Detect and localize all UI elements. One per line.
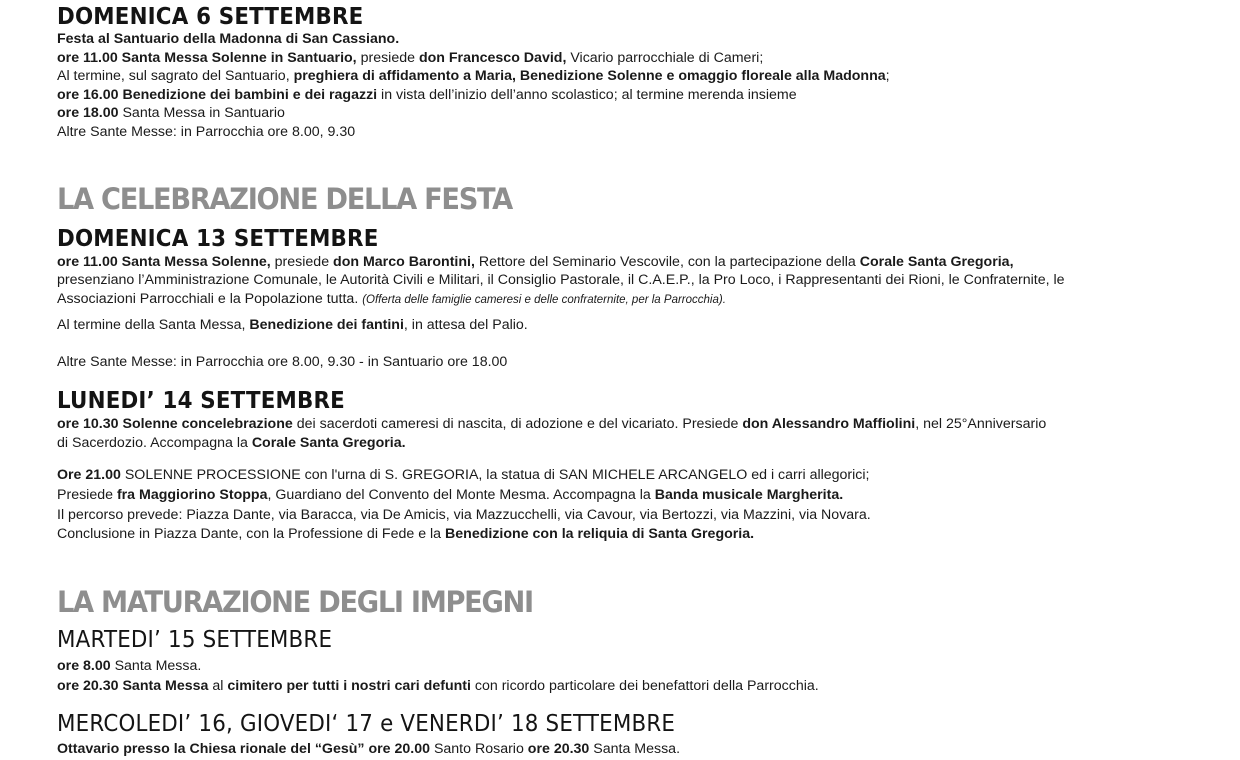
text-segment: , in attesa del Palio. bbox=[403, 317, 528, 333]
bold-text: Ottavario presso la Chiesa rionale del “Gesù” bbox=[57, 741, 365, 757]
text-segment: ; bbox=[885, 68, 890, 84]
section-heading bbox=[57, 183, 512, 215]
text-segment: SOLENNE PROCESSIONE con l'urna di S. GREGORIA, la statua di SAN MICHELE ARCANGELO ed i carri allegorici; bbox=[120, 467, 870, 483]
text-segment: Conclusione in Piazza Dante, con la Professione di Fede e la bbox=[57, 526, 446, 542]
bold-text: don Marco Barontini, bbox=[333, 254, 475, 270]
text-segment: DOMENICA 6 SETTEMBRE bbox=[57, 4, 364, 30]
text-segment: Altre Sante Messe: in Parrocchia ore 8.00, 9.30 bbox=[57, 124, 356, 140]
bold-text: ore 18.00 bbox=[57, 105, 119, 121]
text-segment: Vicario parrocchiale di Cameri; bbox=[566, 50, 764, 66]
text-line bbox=[57, 49, 763, 67]
bold-text: Benedizione dei fantini bbox=[249, 317, 404, 333]
text-line bbox=[57, 253, 1014, 271]
bold-text: ore 20.00 bbox=[368, 741, 430, 757]
bold-text: don Francesco David, bbox=[418, 50, 567, 66]
day-heading bbox=[57, 627, 332, 653]
text-line bbox=[57, 290, 726, 309]
text-segment: con ricordo particolare dei benefattori della Parrocchia. bbox=[470, 678, 819, 694]
text-line bbox=[57, 506, 871, 524]
bold-text: ore 20.30 bbox=[527, 741, 590, 757]
bold-text: Ore 21.00 bbox=[57, 467, 121, 483]
text-line bbox=[57, 740, 680, 758]
text-line bbox=[57, 466, 870, 484]
text-segment: Associazioni Parrocchiali e la Popolazione tutta. bbox=[57, 291, 363, 307]
text-line bbox=[57, 271, 1065, 289]
text-segment: Rettore del Seminario Vescovile, con la partecipazione della bbox=[474, 254, 860, 270]
bold-text: cimitero per tutti i nostri cari defunti bbox=[227, 678, 471, 694]
italic-text: (Offerta delle famiglie cameresi e delle confraternite, per la Parrocchia). bbox=[362, 294, 726, 306]
day-heading bbox=[57, 711, 675, 737]
text-line bbox=[57, 657, 201, 675]
section-heading bbox=[57, 586, 533, 618]
bold-text: preghiera di affidamento a Maria, Benedizione Solenne e omaggio floreale alla Madonna bbox=[293, 68, 886, 84]
text-segment: Al termine, sul sagrato del Santuario, bbox=[57, 68, 294, 84]
text-segment: LA MATURAZIONE DEGLI IMPEGNI bbox=[57, 585, 533, 619]
bold-text: ore 11.00 Santa Messa Solenne, bbox=[57, 254, 271, 270]
text-line bbox=[57, 677, 819, 695]
bold-text: ore 16.00 Benedizione dei bambini e dei ragazzi bbox=[57, 87, 378, 103]
bold-text: don Alessandro Maffiolini bbox=[742, 416, 916, 432]
text-line bbox=[57, 415, 1046, 433]
text-segment: Santo Rosario bbox=[430, 741, 528, 757]
text-line bbox=[57, 104, 285, 122]
text-segment: presenziano l’Amministrazione Comunale, le Autorità Civili e Militari, il Consiglio Pastorale, il C.A.E.P., la Pro Loco, i Rappresentanti dei Rioni, le Confraternite, le bbox=[57, 272, 1065, 288]
text-segment: presiede bbox=[270, 254, 334, 270]
text-segment: Al termine della Santa Messa, bbox=[57, 317, 250, 333]
text-segment: , Guardiano del Convento del Monte Mesma. Accompagna la bbox=[267, 487, 655, 503]
bold-text: Corale Santa Gregoria. bbox=[251, 435, 406, 451]
text-segment: MARTEDI’ 15 SETTEMBRE bbox=[57, 627, 333, 653]
text-line bbox=[57, 486, 843, 504]
text-line bbox=[57, 353, 507, 371]
text-segment: al bbox=[208, 678, 228, 694]
text-line bbox=[57, 434, 406, 452]
day-heading bbox=[57, 388, 345, 414]
bold-text: fra Maggiorino Stoppa bbox=[116, 487, 268, 503]
text-segment: Il percorso prevede: Piazza Dante, via Baracca, via De Amicis, via Mazzucchelli, via Cavour, via Bertozzi, via Mazzini, via Novara. bbox=[57, 507, 871, 523]
text-segment: , nel 25°Anniversario bbox=[915, 416, 1047, 432]
text-line bbox=[57, 30, 399, 48]
bold-text: Banda musicale Margherita. bbox=[654, 487, 844, 503]
bold-text: Festa al Santuario della Madonna di San Cassiano. bbox=[57, 31, 400, 47]
bold-text: Corale Santa Gregoria, bbox=[859, 254, 1014, 270]
text-segment: in vista dell’inizio dell’anno scolastico; al termine merenda insieme bbox=[377, 87, 797, 103]
day-heading bbox=[57, 226, 378, 252]
text-line bbox=[57, 86, 797, 104]
text-line bbox=[57, 316, 528, 334]
text-segment: Santa Messa in Santuario bbox=[118, 105, 285, 121]
text-line bbox=[57, 123, 355, 141]
text-segment: Santa Messa. bbox=[589, 741, 681, 757]
text-segment: Altre Sante Messe: in Parrocchia ore 8.00, 9.30 - in Santuario ore 18.00 bbox=[57, 354, 508, 370]
text-segment: MERCOLEDI’ 16, GIOVEDI‘ 17 e VENERDI’ 18 SETTEMBRE bbox=[57, 711, 676, 737]
day-heading bbox=[57, 4, 363, 30]
text-line bbox=[57, 525, 754, 543]
bold-text: ore 10.30 bbox=[57, 416, 119, 432]
text-segment: di Sacerdozio. Accompagna la bbox=[57, 435, 252, 451]
bold-text: Benedizione con la reliquia di Santa Gregoria. bbox=[445, 526, 755, 542]
bold-text: ore 8.00 bbox=[57, 658, 111, 674]
bold-text: Solenne concelebrazione bbox=[122, 416, 293, 432]
text-segment: Santa Messa. bbox=[110, 658, 202, 674]
text-segment: dei sacerdoti cameresi di nascita, di adozione e del vicariato. Presiede bbox=[292, 416, 743, 432]
text-segment: presiede bbox=[356, 50, 419, 66]
bold-text: ore 20.30 Santa Messa bbox=[57, 678, 209, 694]
text-segment: Presiede bbox=[57, 487, 117, 503]
text-line bbox=[57, 67, 890, 85]
text-segment: LA CELEBRAZIONE DELLA FESTA bbox=[57, 182, 512, 216]
text-segment: LUNEDI’ 14 SETTEMBRE bbox=[57, 388, 345, 414]
text-segment: DOMENICA 13 SETTEMBRE bbox=[57, 226, 379, 252]
bold-text: ore 11.00 Santa Messa Solenne in Santuario, bbox=[57, 50, 357, 66]
